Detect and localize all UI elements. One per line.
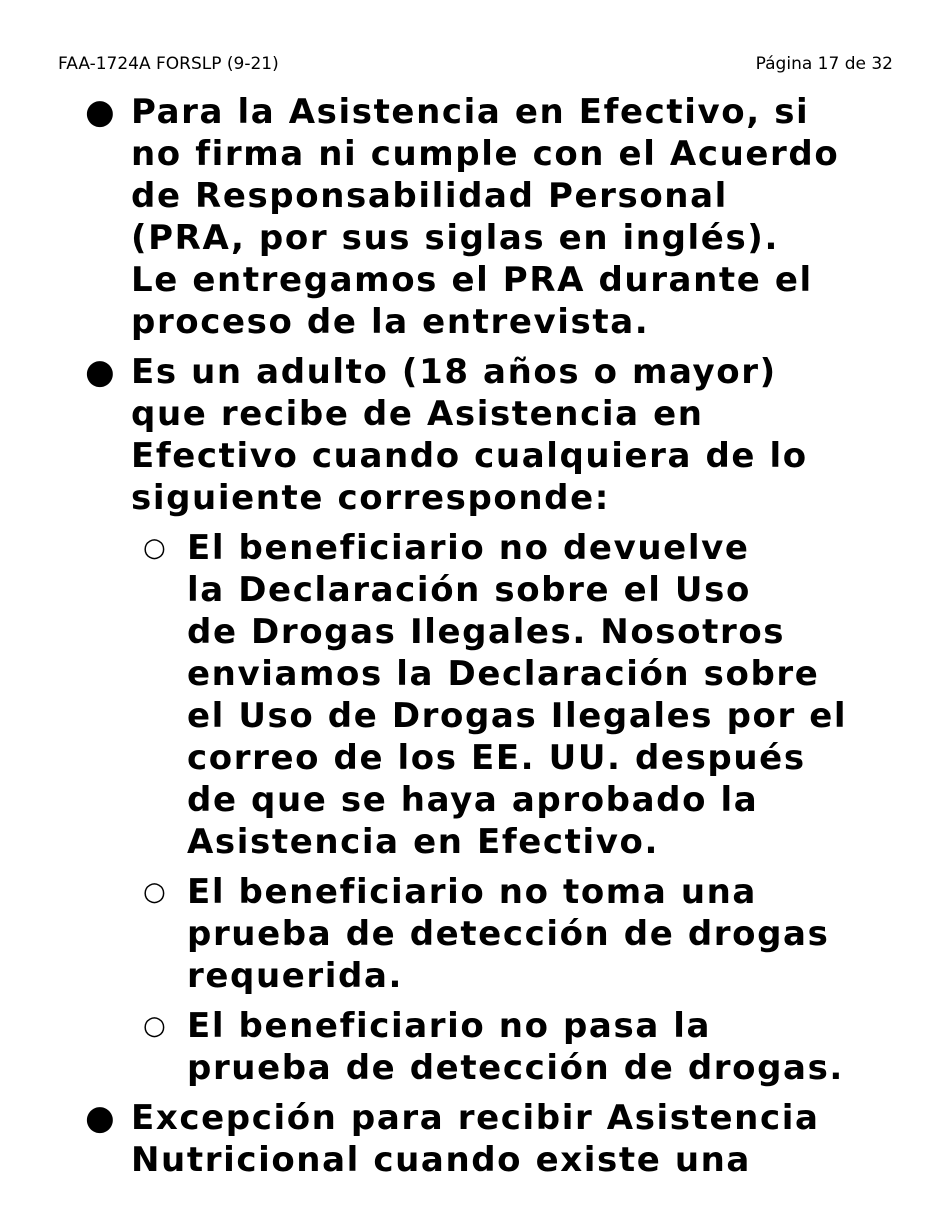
text-line: El beneficiario no toma una [187, 872, 757, 912]
text-line: Efectivo cuando cualquiera de lo [131, 436, 808, 476]
text-line: de Drogas Ilegales. Nosotros [187, 612, 786, 652]
text-line: Nutricional cuando existe una [131, 1140, 751, 1180]
text-line: proceso de la entrevista. [131, 302, 650, 342]
text-line: El beneficiario no pasa la [187, 1006, 712, 1046]
text-line: que recibe de Asistencia en [131, 394, 704, 434]
text-line: Para la Asistencia en Efectivo, si [131, 92, 810, 132]
bullet-icon: ● [85, 1098, 117, 1138]
hollow-bullet-icon: ○ [143, 877, 168, 907]
list-item [85, 91, 950, 343]
bullet-list [0, 91, 950, 1181]
text-line: Le entregamos el PRA durante el [131, 260, 813, 300]
page-header [58, 52, 893, 76]
sub-list-item [143, 527, 950, 863]
page-number: Página 17 de 32 [755, 54, 893, 74]
text-line: prueba de detección de drogas. [187, 1048, 844, 1088]
sub-bullet-list [131, 527, 950, 1089]
text-line: El beneficiario no devuelve [187, 528, 750, 568]
form-id: FAA-1724A FORSLP (9-21) [58, 54, 279, 74]
document-body [0, 91, 950, 1189]
text-line: de Responsabilidad Personal [131, 176, 728, 216]
list-item [85, 1097, 950, 1181]
sub-list-item [143, 871, 950, 997]
bullet-icon: ● [85, 352, 117, 392]
text-line: (PRA, por sus siglas en inglés). [131, 218, 779, 258]
text-line: enviamos la Declaración sobre [187, 654, 820, 694]
sub-list-item [143, 1005, 950, 1089]
text-line: requerida. [187, 956, 404, 996]
hollow-bullet-icon: ○ [143, 1011, 168, 1041]
text-line: no firma ni cumple con el Acuerdo [131, 134, 840, 174]
text-line: Excepción para recibir Asistencia [131, 1098, 820, 1138]
text-line: prueba de detección de drogas [187, 914, 830, 954]
text-line: el Uso de Drogas Ilegales por el [187, 696, 848, 736]
text-line: la Declaración sobre el Uso [187, 570, 751, 610]
text-line: de que se haya aprobado la [187, 780, 759, 820]
text-line: siguiente corresponde: [131, 478, 610, 518]
hollow-bullet-icon: ○ [143, 533, 168, 563]
text-line: Es un adulto (18 años o mayor) [131, 352, 777, 392]
text-line: correo de los EE. UU. después [187, 738, 806, 778]
text-line: Asistencia en Efectivo. [187, 822, 660, 862]
list-item [85, 351, 950, 1089]
bullet-icon: ● [85, 92, 117, 132]
